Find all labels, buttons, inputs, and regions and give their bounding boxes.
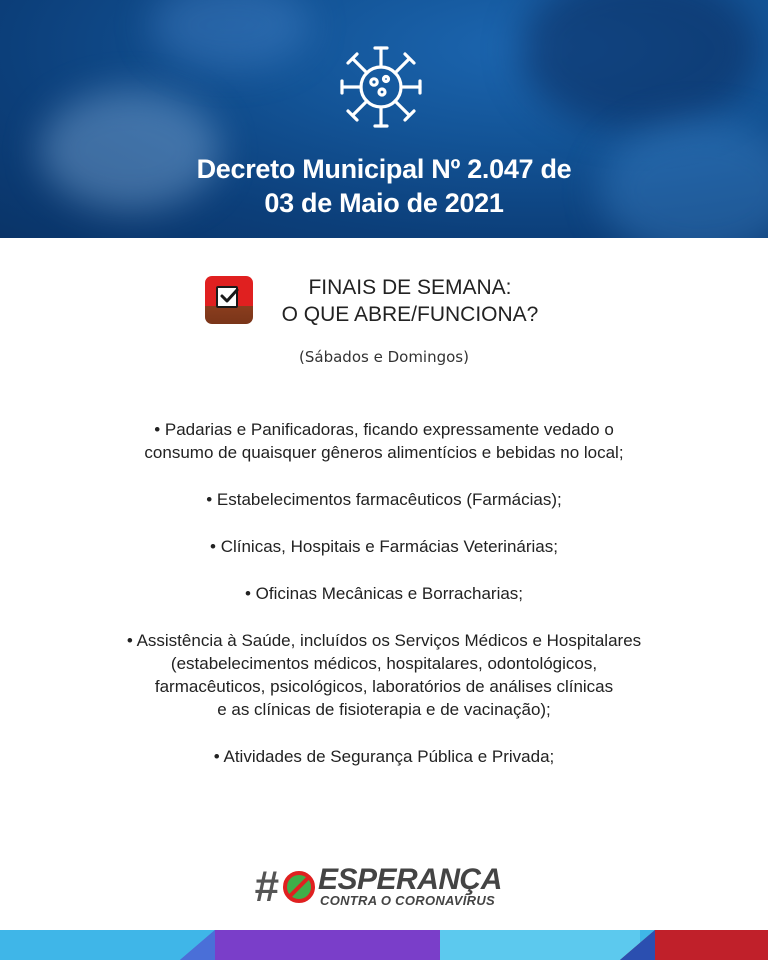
list-item-line: (estabelecimentos médicos, hospitalares, odontológicos, <box>170 654 598 673</box>
list-item-line: • Clínicas, Hospitais e Farmácias Veterinárias; <box>210 537 558 556</box>
list-item <box>60 629 708 721</box>
footer-stripes <box>0 930 768 960</box>
list-item <box>60 418 708 464</box>
list-item-line: • Padarias e Panificadoras, ficando expressamente vedado o <box>154 420 614 439</box>
list-item <box>60 488 708 511</box>
list-item-line: farmacêuticos, psicológicos, laboratórios de análises clínicas <box>154 677 614 696</box>
open-establishments-list <box>60 418 708 792</box>
decree-title-line1: Decreto Municipal Nº 2.047 de <box>196 154 572 184</box>
checkmark-icon <box>217 284 241 308</box>
section-heading <box>250 274 570 328</box>
decree-title <box>0 152 768 220</box>
logo-hash: # <box>254 862 279 911</box>
list-item-line: • Oficinas Mecânicas e Borracharias; <box>244 584 524 603</box>
section-heading-line2: O QUE ABRE/FUNCIONA? <box>281 303 539 326</box>
list-item-line: consumo de quaisquer gêneros alimentícios e bebidas no local; <box>144 443 624 462</box>
background-blur <box>150 0 310 70</box>
list-item <box>60 745 708 768</box>
section-heading-line1: FINAIS DE SEMANA: <box>308 276 512 299</box>
list-item-line: • Assistência à Saúde, incluídos os Serviços Médicos e Hospitalares <box>126 631 642 650</box>
list-item-line: • Estabelecimentos farmacêuticos (Farmácias); <box>206 490 562 509</box>
esperanca-logo <box>254 862 516 912</box>
checkbox-icon <box>205 276 253 324</box>
decree-title-line2: 03 de Maio de 2021 <box>264 188 504 218</box>
logo-sub-text: CONTRA O CORONAVÍRUS <box>320 893 495 908</box>
list-item <box>60 582 708 605</box>
list-item-line: e as clínicas de fisioterapia e de vacinação); <box>217 700 551 719</box>
section-subheading: (Sábados e Domingos) <box>299 348 469 366</box>
virus-icon <box>326 32 436 142</box>
list-item <box>60 535 708 558</box>
background-blur <box>520 0 760 130</box>
logo-main-text: ESPERANÇA <box>318 863 502 896</box>
no-virus-icon <box>282 870 316 904</box>
header-banner <box>0 0 768 238</box>
list-item-line: • Atividades de Segurança Pública e Privada; <box>213 747 555 766</box>
